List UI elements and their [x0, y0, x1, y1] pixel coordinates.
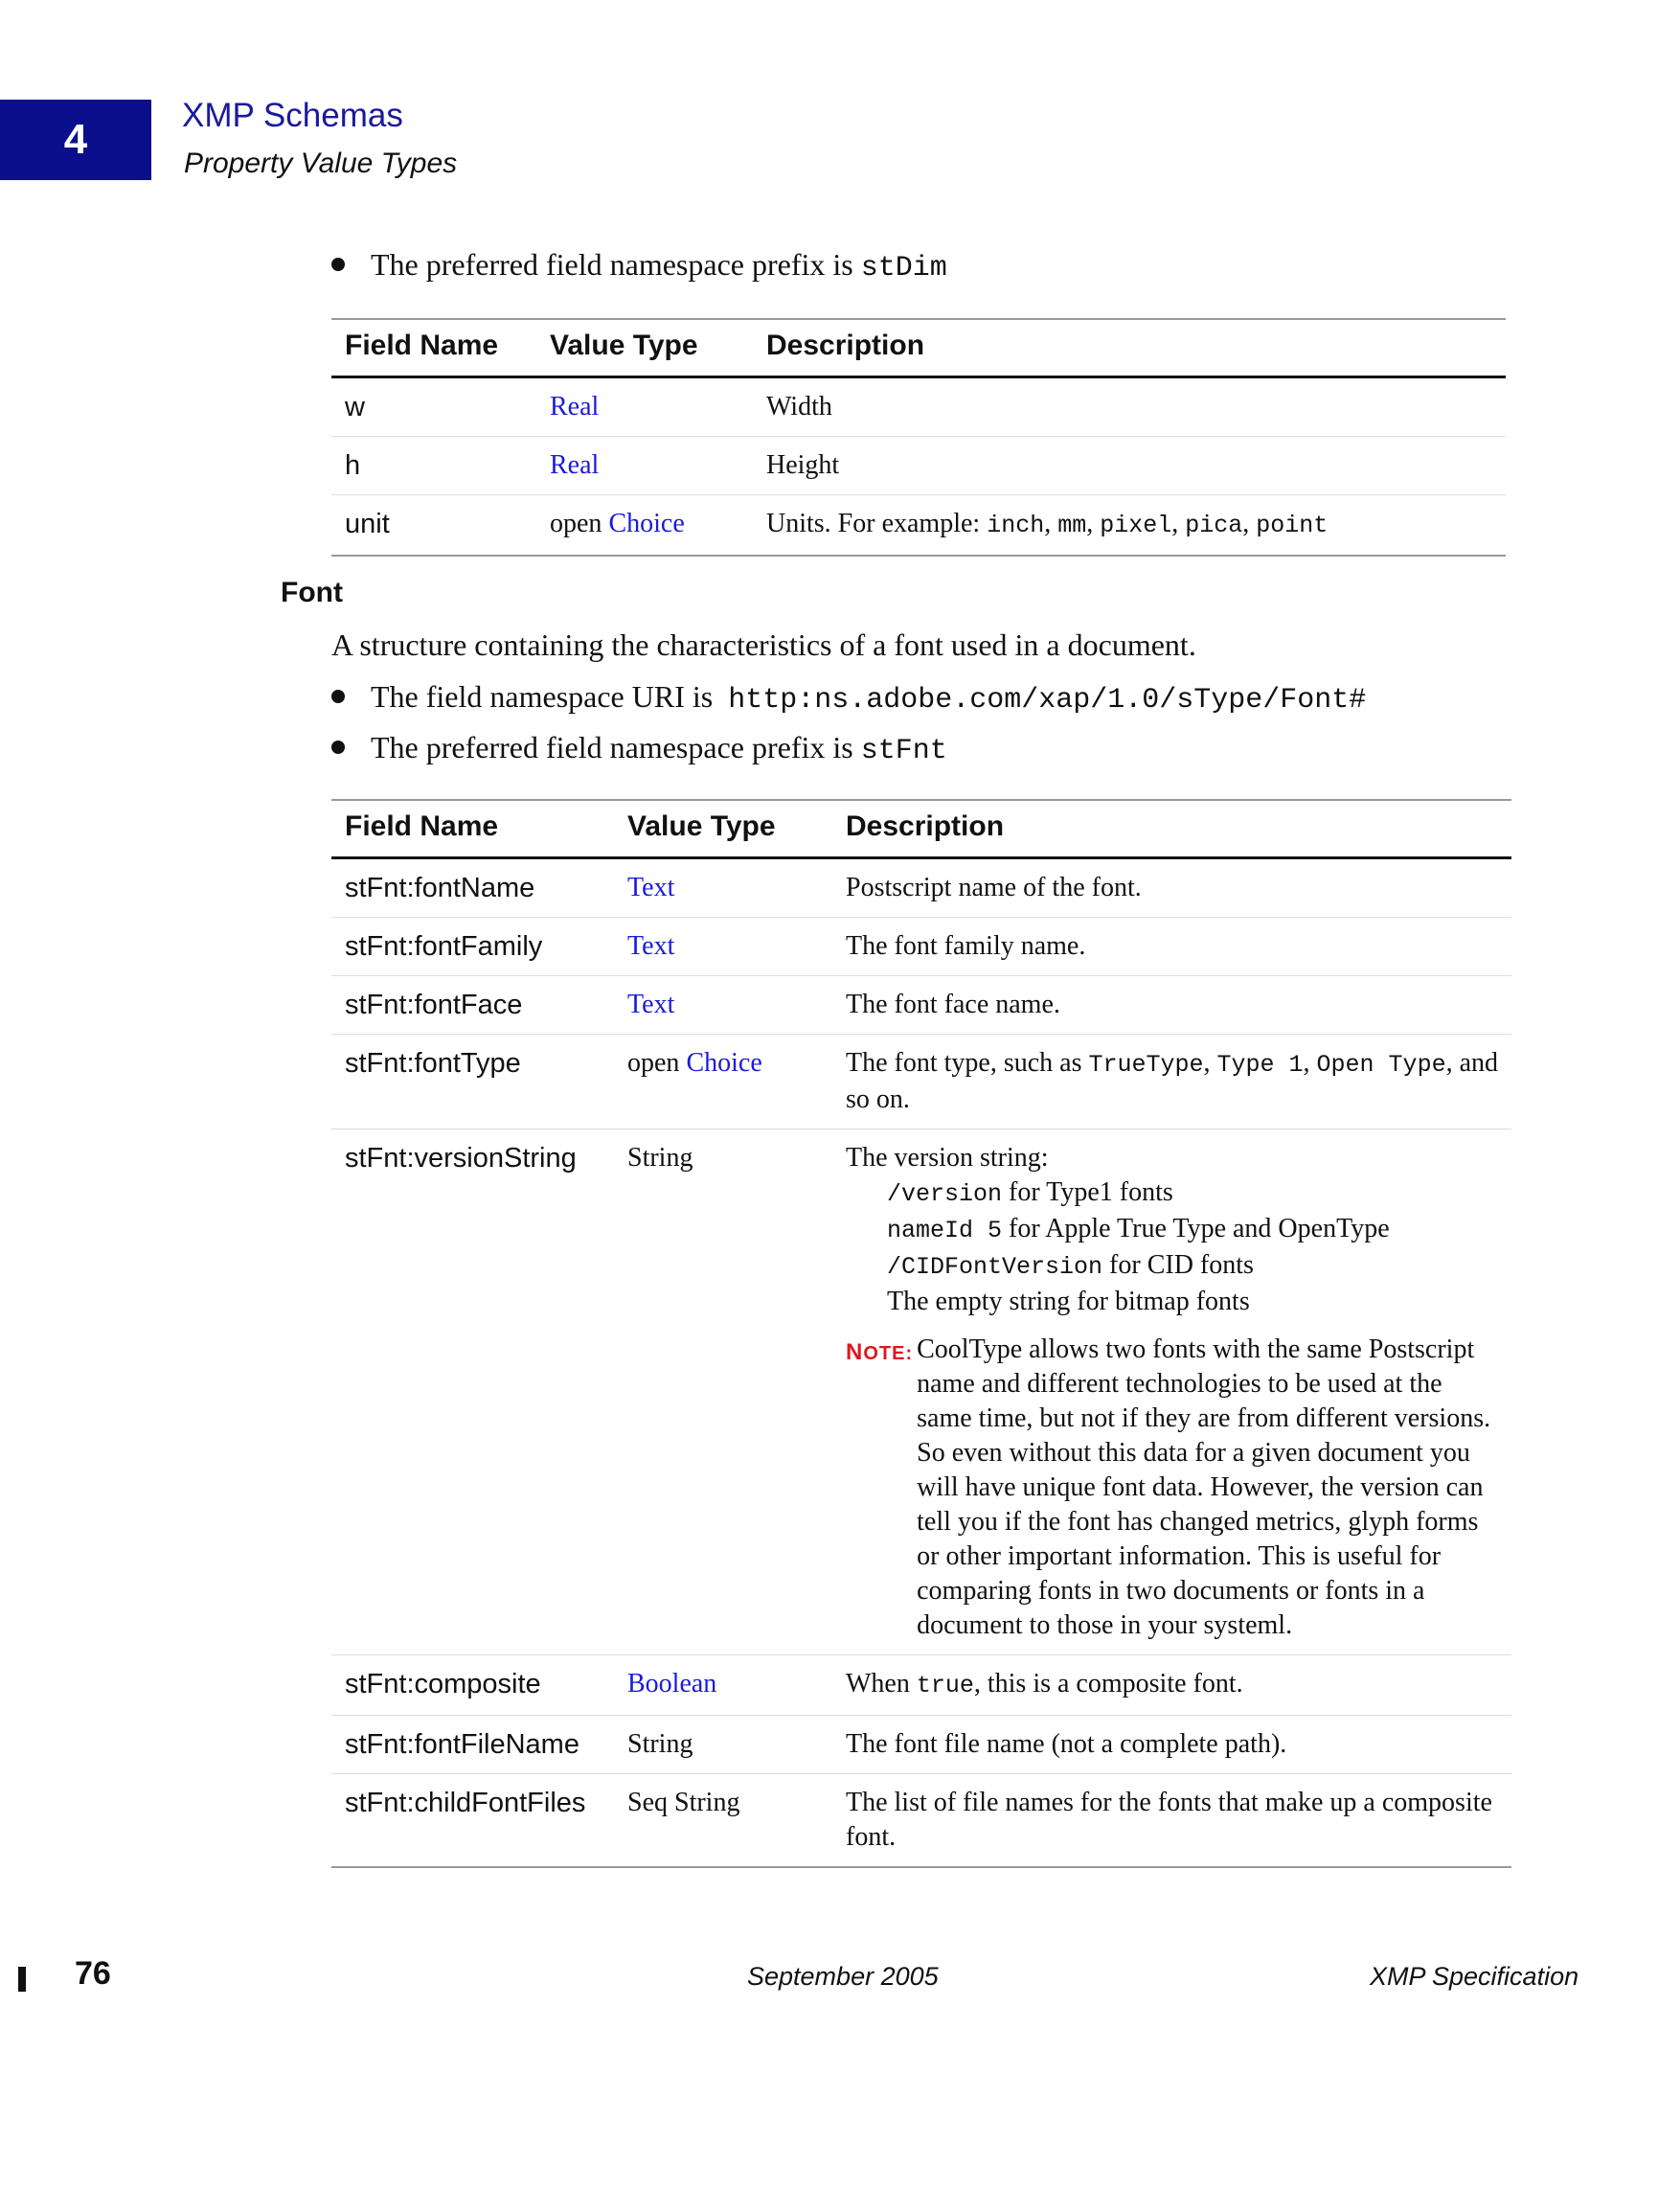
version-item: The empty string for bitmap fonts [887, 1287, 1250, 1316]
chapter-title: XMP Schemas [182, 97, 403, 134]
type-prefix: open [627, 1048, 687, 1078]
col-header-desc: Description [753, 319, 1506, 377]
field-name: h [331, 437, 536, 495]
field-description: The font family name. [832, 918, 1511, 976]
field-description: Height [753, 437, 1506, 495]
table-row [331, 1716, 1511, 1774]
table-row [331, 1129, 1511, 1655]
font-heading: Font [281, 577, 343, 608]
field-name: stFnt:fontFace [331, 976, 614, 1035]
font-prefix-text: The preferred field namespace prefix is [371, 730, 853, 764]
dim-prefix-text: The preferred field namespace prefix is [371, 247, 853, 282]
table-row [331, 1035, 1511, 1129]
field-description: The font type, such as TrueType, Type 1, Open Type, and so on. [832, 1035, 1511, 1129]
field-name: stFnt:childFontFiles [331, 1774, 614, 1868]
field-description: The list of file names for the fonts that make up a composite font. [832, 1774, 1511, 1868]
dim-prefix-value: stDim [860, 252, 947, 285]
type-link[interactable]: Choice [608, 509, 685, 538]
field-description: When true, this is a composite font. [832, 1655, 1511, 1716]
note-label: NOTE: [846, 1339, 914, 1365]
bullet-icon [331, 690, 345, 703]
page-number: 76 [75, 1955, 111, 1992]
version-intro: The version string: [846, 1143, 1049, 1173]
font-uri-value: http:ns.adobe.com/xap/1.0/sType/Font# [728, 684, 1367, 717]
field-name: w [331, 377, 536, 437]
field-description: The font file name (not a complete path). [832, 1716, 1511, 1774]
field-name: stFnt:fontType [331, 1035, 614, 1129]
table-header-row [331, 800, 1511, 858]
table-row [331, 1774, 1511, 1868]
version-item: /version for Type1 fonts [887, 1177, 1173, 1208]
section-title: Property Value Types [184, 148, 458, 179]
type-link[interactable]: Text [627, 931, 675, 961]
field-name: stFnt:versionString [331, 1129, 614, 1655]
field-description [832, 1129, 1511, 1655]
type-link[interactable]: Boolean [627, 1669, 717, 1699]
col-header-field: Field Name [331, 319, 536, 377]
table-row [331, 918, 1511, 976]
font-uri-text: The field namespace URI is [371, 679, 714, 714]
font-prefix-value: stFnt [860, 735, 947, 767]
table-row [331, 495, 1506, 557]
field-name: stFnt:fontFamily [331, 918, 614, 976]
field-description: Units. For example: inch, mm, pixel, pica, point [753, 495, 1506, 557]
chapter-number-box [0, 100, 151, 180]
field-name: stFnt:fontFileName [331, 1716, 614, 1774]
field-description: Width [753, 377, 1506, 437]
footer-doc-title: XMP Specification [1370, 1962, 1579, 1991]
table-row [331, 858, 1511, 918]
table-row [331, 976, 1511, 1035]
bullet-icon [331, 741, 345, 754]
table-row [331, 377, 1506, 437]
col-header-field: Field Name [331, 800, 614, 858]
version-item: /CIDFontVersion for CID fonts [887, 1250, 1254, 1281]
type-link[interactable]: Text [627, 873, 675, 902]
dim-prefix-bullet [331, 247, 947, 285]
note-text: CoolType allows two fonts with the same Postscript name and different technologies to be used at the same time, but not if they are from different versions. So even without this data for a given document you will have unique font data. However, the version can tell you if the font has changed metrics, glyph forms or other important information. This is useful for comparing fonts in two documents or fonts in a document to those in your systeml. [917, 1334, 1491, 1640]
dimensions-table [331, 318, 1506, 557]
bullet-icon [331, 258, 345, 271]
type-text: Seq String [614, 1774, 832, 1868]
note-block [846, 1333, 1498, 1643]
type-link[interactable]: Text [627, 990, 675, 1019]
field-description: Postscript name of the font. [832, 858, 1511, 918]
type-text: String [614, 1716, 832, 1774]
field-name: stFnt:fontName [331, 858, 614, 918]
table-row [331, 1655, 1511, 1716]
font-prefix-bullet [331, 730, 947, 767]
field-name: unit [331, 495, 536, 557]
font-table [331, 799, 1511, 1868]
font-uri-bullet [331, 679, 1366, 717]
col-header-desc: Description [832, 800, 1511, 858]
type-link[interactable]: Choice [686, 1048, 762, 1078]
footer-date: September 2005 [747, 1962, 939, 1991]
type-link[interactable]: Real [550, 392, 600, 422]
field-description: The font face name. [832, 976, 1511, 1035]
change-bar [18, 1967, 26, 1992]
field-name: stFnt:composite [331, 1655, 614, 1716]
font-intro: A structure containing the characteristics of a font used in a document. [331, 627, 1196, 662]
version-item: nameId 5 for Apple True Type and OpenType [887, 1214, 1390, 1244]
col-header-type: Value Type [614, 800, 832, 858]
type-prefix: open [550, 509, 609, 538]
type-text: String [614, 1129, 832, 1655]
type-link[interactable]: Real [550, 450, 600, 480]
chapter-number: 4 [63, 116, 88, 163]
col-header-type: Value Type [536, 319, 753, 377]
table-row [331, 437, 1506, 495]
table-header-row [331, 319, 1506, 377]
